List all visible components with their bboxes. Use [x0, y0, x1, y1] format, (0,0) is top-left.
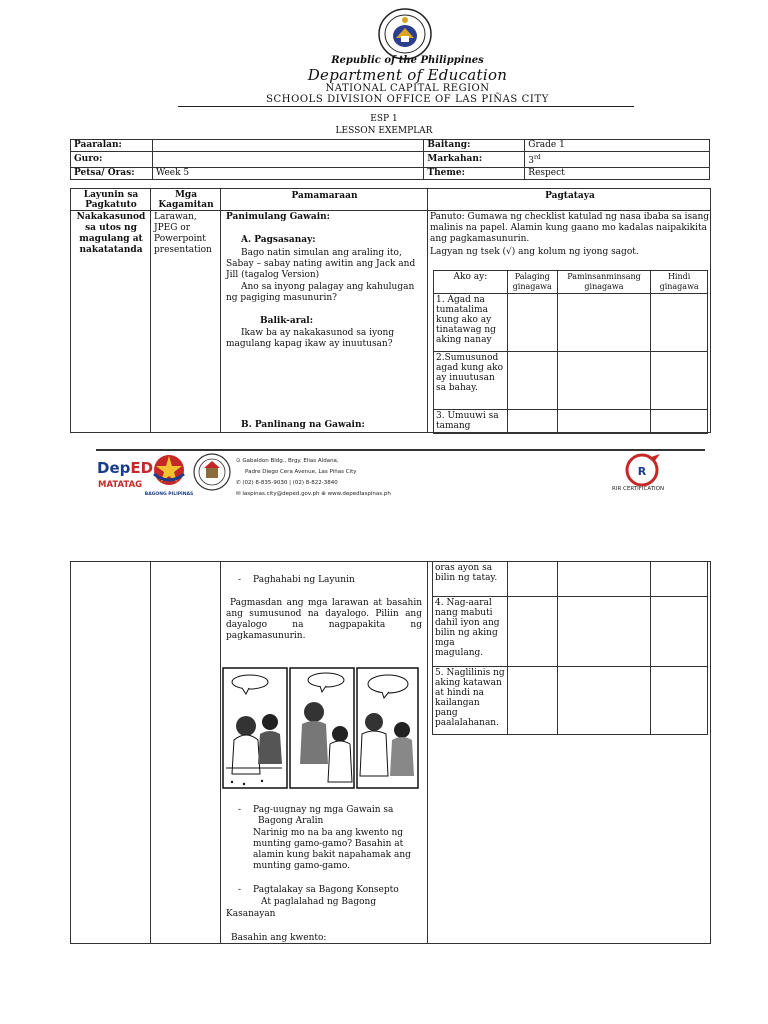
paglalahad-text: At paglalahad ng Bagong [261, 897, 377, 907]
contact-block [236, 456, 391, 500]
svg-text:DepED: DepED [97, 459, 154, 477]
guro-value [152, 152, 423, 168]
layunin-column [71, 562, 151, 943]
check-cell[interactable] [557, 667, 651, 735]
markahan-label: Markahan: [424, 152, 525, 168]
balik-aral-text: Ikaw ba ay nakakasunod sa iyong magulang kapag ikaw ay inuutusan? [226, 328, 395, 349]
phone-text: (02) 8-835-9030 | (02) 8-822-3840 [242, 480, 338, 486]
pagtalakay-text: Pagtalakay sa Bagong Konsepto [253, 885, 399, 895]
checklist-table-page2 [432, 561, 708, 735]
paguugnay-text: Pag-uugnay ng mga Gawain sa [253, 805, 394, 815]
col-paminsan: Paminsanminsang ginagawa [557, 271, 651, 294]
panuto-text: Panuto: Gumawa ng checklist katulad ng nasa ibaba sa isang malinis na papel. Alamin kung gaano mo kadalas naipakikita ang pagkamasunurin. [430, 212, 710, 244]
check-cell[interactable] [651, 562, 708, 597]
baitang-value: Grade 1 [525, 140, 710, 152]
checklist-row: 4. Nag-aaral nang mabuti dahil iyon ang bilin ng aking mga magulang. [433, 597, 508, 667]
lagyan-text: Lagyan ng tsek (√) ang kolum ng iyong sagot. [430, 247, 639, 257]
region-text: NATIONAL CAPITAL REGION [325, 83, 490, 94]
col-ako-ay: Ako ay: [434, 271, 508, 294]
theme-label: Theme: [424, 168, 525, 180]
header-pamamaraan: Pamamaraan [291, 191, 358, 201]
sdo-las-pinas-seal [192, 450, 232, 494]
check-cell[interactable] [557, 562, 651, 597]
bagong-aralin-text: Bagong Aralin [258, 816, 324, 826]
check-cell[interactable] [651, 667, 708, 735]
checklist-row: 1. Agad na tumatalima kung ako ay tinatawag ng aking nanay [434, 294, 508, 352]
check-cell[interactable] [507, 597, 557, 667]
petsa-label: Petsa/ Oras: [71, 168, 153, 180]
paaralan-value [152, 140, 423, 152]
comic-panel-1 [223, 668, 287, 788]
web-icon: ⊕ [321, 491, 328, 497]
panimulang-gawain: Panimulang Gawain: [226, 212, 330, 222]
petsa-value: Week 5 [152, 168, 423, 180]
lesson-table-page1 [70, 188, 711, 433]
check-cell[interactable] [651, 597, 708, 667]
deped-matatag-logo [96, 456, 154, 494]
republic-text: Republic of the Philippines [331, 55, 484, 66]
panlinang-gawain: B. Panlinang na Gawain: [241, 420, 365, 430]
header-layunin: Layunin sa Pagkatuto [83, 190, 139, 210]
layunin-text: Nakakasunod sa utos ng magulang at nakatatanda [76, 212, 146, 255]
comic-panel-2 [290, 668, 354, 788]
pagsasanay-question: Ano sa inyong palagay ang kahulugan ng pagiging masunurin? [226, 282, 415, 303]
comic-panel-3 [357, 668, 418, 788]
check-cell[interactable] [557, 410, 651, 434]
pagmasdan-text: Pagmasdan ang mga larawan at basahin ang sumusunod na dayalogo. Piliin ang dayalogo na nagpapakita ng pagkamasunurin. [226, 598, 422, 641]
checklist-row: 2.Sumusunod agad kung ako ay inuutusan sa bahay. [434, 352, 508, 410]
bullet-dash: - [238, 885, 242, 895]
check-cell[interactable] [507, 667, 557, 735]
svg-text:BAGONG PILIPINAS: BAGONG PILIPINAS [144, 492, 194, 497]
pagsasanay-text: Bago natin simulan ang araling ito, Sabay – sabay nating awitin ang Jack and Jill (tagalog Version) [226, 248, 416, 280]
col-hindi: Hindi ginagawa [651, 271, 708, 294]
checklist-row: 3. Umuuwi sa tamang [434, 410, 508, 434]
baitang-label: Baitang: [424, 140, 525, 152]
check-cell[interactable] [651, 352, 708, 410]
checklist-row: oras ayon sa bilin ng tatay. [433, 562, 508, 597]
check-cell[interactable] [557, 294, 651, 352]
pamamaraan-column [221, 189, 428, 432]
kasanayan-text: Kasanayan [226, 909, 276, 919]
deped-seal-logo [372, 8, 438, 60]
basahin-text: Basahin ang kwento: [231, 933, 327, 943]
checklist-row: 5. Naglilinis ng aking katawan at hindi na kailangan pang paalalahanan. [433, 667, 508, 735]
check-cell[interactable] [651, 294, 708, 352]
paghahabi-text: Paghahabi ng Layunin [253, 575, 355, 585]
svg-text:R: R [637, 465, 647, 478]
check-cell[interactable] [507, 562, 557, 597]
checklist-table-page1 [433, 270, 708, 434]
guro-label: Guro: [71, 152, 153, 168]
location-icon: ⊙ [236, 458, 243, 464]
col-palaging: Palaging ginagawa [507, 271, 557, 294]
narinig-text: Narinig mo na ba ang kwento ng munting gamo-gamo? Basahin at alamin kung bakit napahamak ang munting gamo-gamo. [253, 828, 411, 871]
header-kagamitan: Mga Kagamitan [158, 190, 214, 210]
check-cell[interactable] [507, 410, 557, 434]
check-cell[interactable] [651, 410, 708, 434]
kagamitan-text: Larawan, JPEG or Powerpoint presentation [154, 212, 212, 255]
address-line1: Gabaldon Bldg., Brgy. Elias Aldana, [242, 458, 339, 464]
address-line2: Padre Diego Cera Avenue, Las Piñas City [245, 469, 357, 475]
balik-aral-label: Balik-aral: [260, 316, 314, 326]
document-title: LESSON EXEMPLAR [335, 126, 433, 136]
email-icon: ✉ [236, 491, 243, 497]
pagsasanay-label: A. Pagsasanay: [241, 235, 316, 245]
footer-divider [96, 449, 705, 451]
department-text: Department of Education [307, 66, 508, 84]
svg-text:MATATAG: MATATAG [98, 480, 143, 490]
theme-value: Respect [525, 168, 710, 180]
info-table [70, 139, 710, 180]
check-cell[interactable] [557, 597, 651, 667]
bagong-pilipinas-logo [144, 452, 194, 498]
check-cell[interactable] [507, 294, 557, 352]
markahan-value: 3rd [525, 152, 710, 168]
rir-text: RIR CERTIFICATION [612, 486, 665, 492]
header-pagtataya: Pagtataya [545, 191, 595, 201]
kagamitan-column [151, 562, 221, 943]
division-text: SCHOOLS DIVISION OFFICE OF LAS PIÑAS CITY [266, 94, 549, 105]
check-cell[interactable] [557, 352, 651, 410]
check-cell[interactable] [507, 352, 557, 410]
paaralan-label: Paaralan: [71, 140, 153, 152]
header-divider [178, 106, 634, 107]
comic-illustration [222, 664, 419, 792]
bullet-dash: - [238, 805, 242, 815]
web-link[interactable]: www.depedlaspinas.ph [327, 491, 391, 497]
phone-icon: ✆ [236, 480, 243, 486]
subject-title: ESP 1 [370, 114, 398, 124]
bullet-dash: - [238, 575, 242, 585]
email-link[interactable]: laspinas.city@deped.gov.ph [242, 491, 320, 497]
